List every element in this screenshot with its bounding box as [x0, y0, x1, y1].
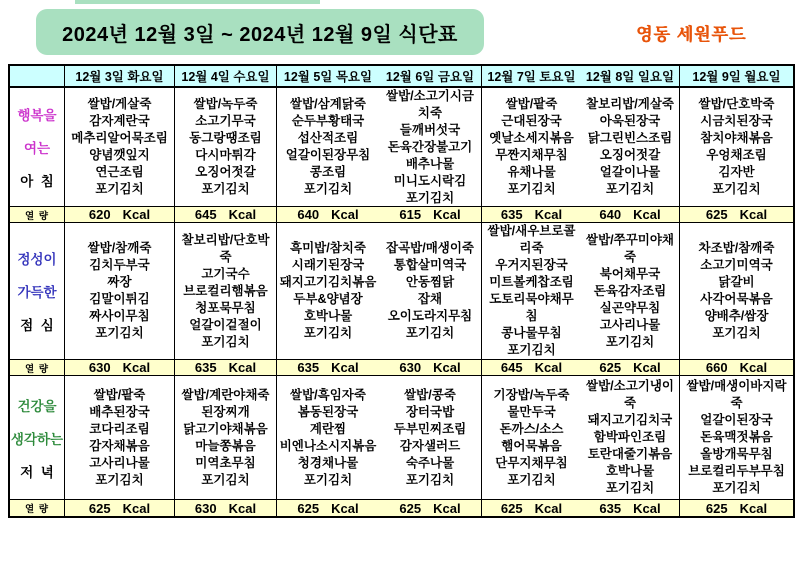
menu-item: 쌀밥/흑임자죽: [290, 387, 366, 402]
menu-item: 유채나물: [507, 165, 556, 179]
kcal-value: 640: [599, 207, 622, 222]
menu-item: 마늘쫑볶음: [195, 438, 256, 453]
menu-item: 쌀밥/참깨죽: [87, 241, 152, 255]
kcal-unit: Kcal: [433, 207, 461, 222]
row-label-breakfast-name: 아 침: [20, 174, 54, 189]
menu-cell-dinner: [65, 376, 175, 500]
menu-item: 김말이튀김: [89, 292, 150, 306]
menu-item: 함박파인조림: [593, 430, 667, 444]
kcal-value: 630: [399, 360, 422, 375]
menu-item: 오징어젓갈: [599, 148, 661, 162]
menu-item: 햄어묵볶음: [501, 438, 562, 453]
menu-item: 단무지채무침: [495, 455, 568, 470]
kcal-value: 645: [500, 360, 523, 375]
menu-item: 쌀밥/삼계닭죽: [290, 97, 366, 111]
menu-item: 돼지고기김치국: [587, 413, 673, 427]
menu-item: 포기김치: [201, 472, 250, 487]
date-header-cell: 12월 9일 월요일: [680, 66, 793, 88]
date-header-cell: 12월 3일 화요일: [65, 66, 175, 88]
kcal-value: 625: [500, 500, 523, 516]
kcal-unit: Kcal: [228, 207, 257, 222]
menu-cell-lunch: [482, 223, 581, 360]
kcal-value: 645: [194, 207, 217, 222]
menu-item: 장터국밥: [405, 404, 455, 419]
kcal-value: 635: [500, 207, 523, 222]
menu-item: 통합살미역국: [393, 258, 467, 272]
kcal-cell: [65, 500, 175, 516]
kcal-value: 630: [194, 500, 217, 516]
menu-item: 계란찜: [309, 421, 347, 436]
kcal-cell: [65, 207, 175, 223]
kcal-cell: [277, 500, 379, 516]
menu-item: 포기김치: [303, 182, 353, 196]
row-label-lunch-accent: 정성이: [17, 252, 57, 267]
menu-item: 미니도시락김: [393, 173, 467, 188]
menu-cell-dinner: [680, 376, 793, 500]
menu-cell-breakfast: [581, 88, 680, 207]
kcal-row-label: 열 량: [10, 500, 65, 516]
menu-cell-dinner: [277, 376, 379, 500]
menu-item: 올방개묵무침: [700, 447, 773, 461]
row-label-lunch-accent: 가득한: [17, 285, 57, 300]
menu-item: 감자샐러드: [399, 438, 461, 453]
menu-item: 청포묵무침: [195, 300, 256, 315]
kcal-value: 640: [297, 207, 320, 222]
kcal-cell: [175, 360, 277, 376]
corner-cell: [10, 66, 65, 88]
menu-item: 얼갈이나물: [599, 165, 661, 179]
kcal-unit: Kcal: [122, 207, 151, 222]
menu-item: 쌀밥/계란야채죽: [181, 387, 270, 402]
kcal-row-label: 열 량: [10, 207, 65, 223]
date-header-cell: 12월 5일 목요일: [277, 66, 379, 88]
menu-item: 잡채: [417, 292, 443, 306]
kcal-cell: [680, 360, 793, 376]
kcal-unit: Kcal: [633, 500, 661, 516]
menu-item: 돈육맥젓볶음: [700, 430, 773, 444]
menu-item: 포기김치: [201, 182, 250, 196]
kcal-value: 620: [88, 207, 111, 222]
kcal-cell: [379, 207, 482, 223]
menu-cell-breakfast: [680, 88, 793, 207]
menu-item: 코다리조림: [89, 421, 150, 436]
menu-item: 사각어묵볶음: [700, 292, 773, 306]
menu-cell-breakfast: [65, 88, 175, 207]
kcal-cell: [680, 500, 793, 516]
page-title: 2024년 12월 3일 ~ 2024년 12월 9일 식단표: [62, 23, 458, 46]
kcal-value: 635: [599, 500, 622, 516]
menu-table: [8, 64, 795, 518]
kcal-cell: [581, 500, 680, 516]
menu-item: 양념깻잎지: [89, 148, 150, 162]
menu-cell-lunch: [680, 223, 793, 360]
decor-strip: [75, 0, 320, 4]
kcal-value: 615: [399, 207, 422, 222]
menu-cell-lunch: [65, 223, 175, 360]
kcal-cell: [175, 207, 277, 223]
menu-item: 포기김치: [712, 182, 761, 196]
menu-item: 쌀밥/소고기시금치죽: [386, 88, 474, 120]
kcal-value: 630: [88, 360, 111, 375]
menu-item: 포기김치: [605, 182, 655, 196]
menu-cell-lunch: [175, 223, 277, 360]
menu-item: 시래기된장국: [291, 258, 365, 272]
menu-item: 도토리묵야채무침: [489, 292, 574, 323]
menu-item: 토란대줄기볶음: [587, 447, 673, 461]
menu-item: 쌀밥/콩죽: [404, 387, 456, 402]
menu-item: 메추리알어묵조림: [71, 131, 168, 145]
kcal-unit: Kcal: [534, 500, 563, 516]
menu-item: 동그랑땡조림: [189, 131, 262, 145]
menu-cell-lunch: [379, 223, 482, 360]
menu-item: 얼갈이된장국: [700, 413, 773, 427]
menu-item: 소고기미역국: [700, 258, 773, 272]
menu-item: 포기김치: [303, 326, 353, 340]
menu-item: 포기김치: [201, 334, 250, 349]
menu-item: 포기김치: [303, 472, 353, 487]
kcal-cell: [277, 360, 379, 376]
date-header-cell: 12월 8일 일요일: [581, 66, 680, 88]
menu-item: 포기김치: [507, 182, 556, 196]
kcal-cell: [482, 360, 581, 376]
kcal-cell: [379, 500, 482, 516]
kcal-cell: [581, 207, 680, 223]
menu-cell-breakfast: [482, 88, 581, 207]
kcal-unit: Kcal: [331, 500, 359, 516]
date-header-cell: 12월 6일 금요일: [379, 66, 482, 88]
menu-item: 흑미밥/참치죽: [290, 241, 366, 255]
menu-item: 포기김치: [95, 182, 144, 196]
date-header-cell: 12월 7일 토요일: [482, 66, 581, 88]
menu-item: 들깨버섯국: [399, 122, 461, 137]
menu-item: 얼갈이된장무침: [285, 148, 371, 162]
menu-item: 양배추/쌈장: [704, 309, 769, 323]
menu-item: 쌀밥/녹두죽: [193, 97, 258, 111]
menu-item: 고기국수: [201, 266, 250, 281]
menu-item: 포기김치: [507, 343, 556, 357]
menu-item: 김자반: [718, 165, 755, 179]
menu-item: 안동찜닭: [405, 275, 455, 289]
menu-item: 돼지고기김치볶음: [279, 275, 377, 289]
kcal-row-label: 열 량: [10, 360, 65, 376]
kcal-unit: Kcal: [331, 207, 359, 222]
menu-item: 쌀밥/팥죽: [505, 97, 558, 111]
kcal-unit: Kcal: [633, 207, 661, 222]
menu-item: 돈육감자조림: [593, 283, 667, 298]
menu-item: 브로컬리햄볶음: [183, 283, 268, 298]
menu-item: 브로컬리두부무침: [688, 464, 785, 478]
kcal-unit: Kcal: [228, 360, 257, 375]
menu-item: 잡곡밥/매생이죽: [386, 241, 474, 255]
row-label-dinner-accent: 생각하는: [10, 431, 64, 447]
menu-item: 섭산적조림: [297, 131, 359, 145]
kcal-value: 625: [297, 500, 320, 516]
row-label-dinner: [10, 376, 65, 500]
kcal-value: 660: [705, 360, 728, 375]
kcal-unit: Kcal: [433, 500, 461, 516]
menu-item: 짜사이무침: [89, 309, 150, 323]
row-label-dinner-name: 저 녁: [20, 464, 54, 480]
menu-item: 쌀밥/팥죽: [93, 387, 146, 402]
kcal-cell: [482, 500, 581, 516]
title-banner: [36, 9, 484, 55]
kcal-unit: Kcal: [739, 360, 768, 375]
menu-item: 무짠지채무침: [495, 148, 568, 162]
menu-item: 순두부황태국: [291, 114, 365, 128]
menu-item: 포기김치: [95, 326, 144, 340]
menu-item: 우엉채조림: [706, 148, 767, 162]
kcal-cell: [581, 360, 680, 376]
menu-item: 참치야채볶음: [700, 131, 773, 145]
menu-cell-lunch: [277, 223, 379, 360]
kcal-value: 635: [194, 360, 217, 375]
menu-item: 짜장: [107, 275, 132, 289]
menu-item: 물만두국: [507, 404, 556, 419]
menu-item: 포기김치: [712, 326, 761, 340]
menu-item: 청경채나물: [297, 455, 359, 470]
menu-item: 시금치된장국: [700, 114, 773, 128]
kcal-cell: [482, 207, 581, 223]
kcal-unit: Kcal: [228, 500, 257, 516]
menu-cell-lunch: [581, 223, 680, 360]
kcal-unit: Kcal: [122, 500, 151, 516]
menu-cell-breakfast: [277, 88, 379, 207]
kcal-value: 625: [705, 207, 728, 222]
row-label-breakfast: [10, 88, 65, 207]
menu-item: 고사리나물: [599, 317, 661, 332]
menu-item: 김치두부국: [89, 258, 150, 272]
menu-item: 감자계란국: [89, 114, 150, 128]
menu-item: 포기김치: [507, 472, 556, 487]
menu-item: 얼갈이겉절이: [189, 317, 262, 332]
menu-item: 찰보리밥/게살죽: [586, 97, 674, 111]
menu-item: 콩조림: [309, 165, 347, 179]
row-label-lunch-name: 점 심: [20, 318, 54, 333]
menu-item: 포기김치: [405, 190, 455, 205]
menu-item: 포기김치: [605, 334, 655, 349]
row-label-breakfast-accent: 행복을: [17, 108, 57, 123]
menu-item: 호박나물: [605, 464, 655, 478]
date-header-cell: 12월 4일 수요일: [175, 66, 277, 88]
kcal-value: 625: [599, 360, 622, 375]
kcal-unit: Kcal: [331, 360, 359, 375]
menu-item: 포기김치: [405, 326, 455, 340]
menu-item: 포기김치: [405, 472, 455, 487]
kcal-value: 625: [705, 500, 728, 516]
menu-cell-breakfast: [379, 88, 482, 207]
kcal-value: 625: [88, 500, 111, 516]
menu-item: 찰보리밥/단호박죽: [181, 232, 270, 264]
menu-item: 닭갈비: [718, 275, 755, 289]
menu-item: 포기김치: [95, 472, 144, 487]
menu-item: 호박나물: [303, 309, 353, 323]
menu-item: 오이도라지무침: [387, 309, 473, 323]
menu-cell-dinner: [482, 376, 581, 500]
kcal-cell: [379, 360, 482, 376]
menu-item: 두부&양념장: [293, 292, 363, 306]
menu-item: 미트볼케찹조림: [489, 275, 574, 289]
menu-item: 다시마튀각: [195, 148, 256, 162]
menu-item: 기장밥/녹두죽: [493, 387, 570, 402]
menu-item: 연근조림: [95, 165, 144, 179]
menu-item: 돈육간장불고기: [387, 139, 473, 154]
kcal-unit: Kcal: [534, 360, 563, 375]
menu-item: 실곤약무침: [599, 300, 661, 315]
kcal-unit: Kcal: [739, 207, 768, 222]
menu-item: 우거지된장국: [495, 258, 568, 272]
menu-item: 된장찌개: [201, 404, 250, 419]
menu-item: 차조밥/참깨죽: [698, 241, 775, 255]
menu-item: 북어채무국: [599, 266, 661, 281]
menu-item: 오징어젓갈: [195, 165, 256, 179]
menu-item: 닭그린빈스조림: [587, 131, 673, 145]
menu-cell-dinner: [581, 376, 680, 500]
kcal-unit: Kcal: [633, 360, 661, 375]
menu-cell-dinner: [175, 376, 277, 500]
row-label-dinner-accent: 건강을: [17, 398, 57, 414]
menu-item: 배추나물: [405, 156, 455, 171]
menu-item: 쌀밥/쭈꾸미야채죽: [586, 232, 674, 264]
kcal-cell: [680, 207, 793, 223]
menu-cell-dinner: [379, 376, 482, 500]
menu-item: 두부민찌조림: [393, 421, 467, 436]
menu-item: 콩나물무침: [501, 326, 562, 340]
menu-item: 돈까스/소스: [499, 421, 564, 436]
menu-item: 소고기무국: [195, 114, 256, 128]
menu-item: 쌀밥/매생이바지락죽: [686, 379, 787, 410]
kcal-unit: Kcal: [122, 360, 151, 375]
brand-logo: 영동 세원푸드: [636, 25, 747, 44]
menu-item: 포기김치: [605, 481, 655, 495]
menu-item: 아욱된장국: [599, 114, 661, 128]
kcal-cell: [277, 207, 379, 223]
menu-cell-breakfast: [175, 88, 277, 207]
menu-item: 감자채볶음: [89, 438, 150, 453]
menu-item: 봄동된장국: [297, 404, 359, 419]
menu-item: 옛날소세지볶음: [489, 131, 574, 145]
row-label-lunch: [10, 223, 65, 360]
kcal-value: 625: [399, 500, 422, 516]
menu-item: 배추된장국: [89, 404, 150, 419]
menu-item: 닭고기야채볶음: [183, 421, 268, 436]
kcal-cell: [65, 360, 175, 376]
row-label-breakfast-accent: 여는: [23, 141, 51, 156]
menu-item: 쌀밥/단호박죽: [698, 97, 775, 111]
menu-item: 미역초무침: [195, 455, 256, 470]
menu-item: 비엔나소시지볶음: [279, 438, 377, 453]
menu-item: 포기김치: [712, 481, 761, 495]
menu-item: 쌀밥/소고기냉이죽: [586, 379, 674, 410]
kcal-unit: Kcal: [739, 500, 768, 516]
menu-item: 쌀밥/새우브로콜리죽: [487, 224, 576, 255]
kcal-value: 635: [297, 360, 320, 375]
menu-item: 숙주나물: [405, 455, 455, 470]
kcal-unit: Kcal: [433, 360, 461, 375]
menu-item: 고사리나물: [89, 455, 150, 470]
kcal-cell: [175, 500, 277, 516]
kcal-unit: Kcal: [534, 207, 563, 222]
menu-item: 쌀밥/게살죽: [87, 97, 152, 111]
menu-item: 근대된장국: [501, 114, 562, 128]
